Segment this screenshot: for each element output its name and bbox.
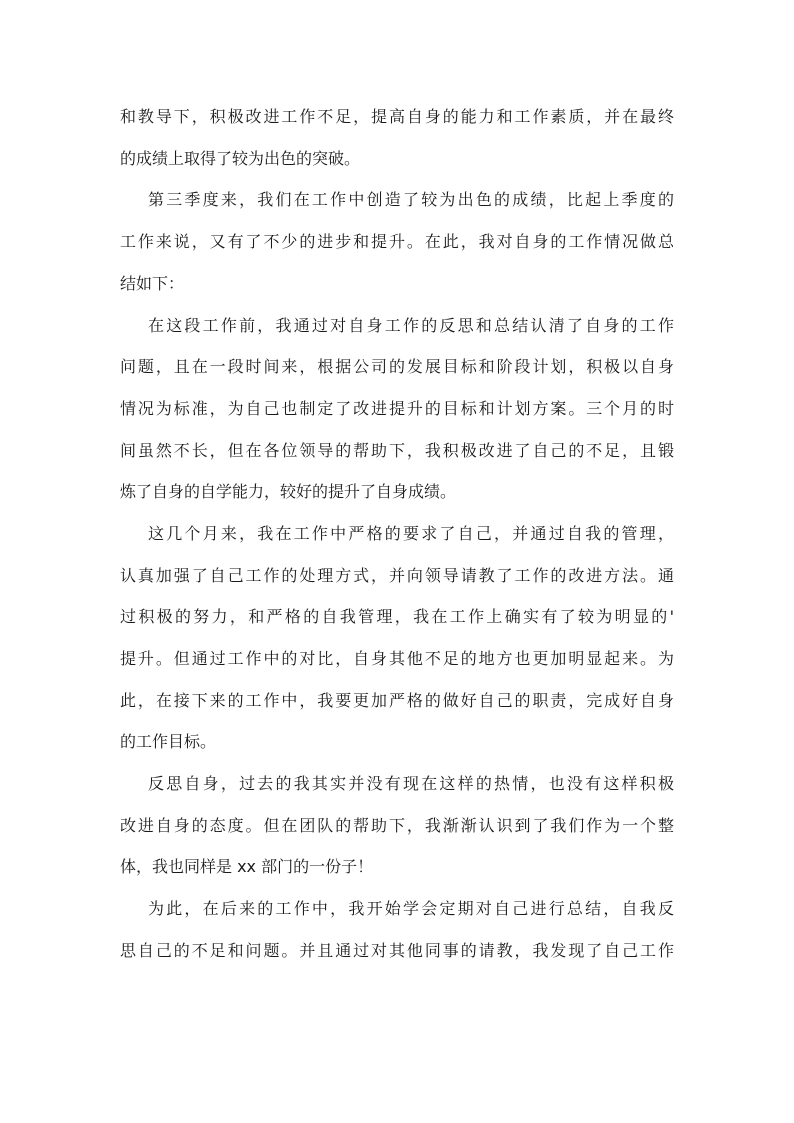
text-line: 的工作目标。	[120, 732, 217, 751]
text-line: 改进自身的态度。但在团队的帮助下，我渐渐认识到了我们作为一个整	[120, 816, 674, 835]
text-line: 结如下：	[120, 274, 185, 293]
text-line: 过积极的努力，和严格的自我管理，我在工作上确实有了较为明显的'	[120, 607, 674, 626]
text-line: 情况为标准，为自己也制定了改进提升的目标和计划方案。三个月的时	[120, 399, 674, 418]
text-line: 提升。但通过工作中的对比，自身其他不足的地方也更加明显起来。为	[120, 649, 674, 668]
text-line: 炼了自身的自学能力，较好的提升了自身成绩。	[120, 482, 457, 501]
paragraph-first-line: 在这段工作前，我通过对自身工作的反思和总结认清了自身的工作	[148, 316, 674, 335]
paragraph-first-line: 反思自身，过去的我其实并没有现在这样的热情，也没有这样积极	[148, 774, 674, 793]
text-line: 工作来说，又有了不少的进步和提升。在此，我对自身的工作情况做总	[120, 232, 674, 251]
paragraph-first-line: 第三季度来，我们在工作中创造了较为出色的成绩，比起上季度的	[148, 190, 674, 209]
text-line: 间虽然不长，但在各位领导的帮助下，我积极改进了自己的不足，且锻	[120, 441, 674, 460]
text-line: 问题，且在一段时间来，根据公司的发展目标和阶段计划，积极以自身	[120, 357, 674, 376]
text-line: 体，我也同样是 xx 部门的一份子！	[120, 857, 374, 876]
paragraph-first-line: 为此，在后来的工作中，我开始学会定期对自己进行总结，自我反	[148, 899, 674, 918]
paragraph-first-line: 这几个月来，我在工作中严格的要求了自己，并通过自我的管理，	[148, 524, 674, 543]
text-line: 和教导下，积极改进工作不足，提高自身的能力和工作素质，并在最终	[120, 107, 674, 126]
text-line: 思自己的不足和问题。并且通过对其他同事的请教，我发现了自己工作	[120, 941, 674, 960]
text-line: 认真加强了自己工作的处理方式，并向领导请教了工作的改进方法。通	[120, 566, 674, 585]
text-line: 的成绩上取得了较为出色的突破。	[120, 149, 361, 168]
text-line: 此，在接下来的工作中，我要更加严格的做好自己的职责，完成好自身	[120, 691, 674, 710]
